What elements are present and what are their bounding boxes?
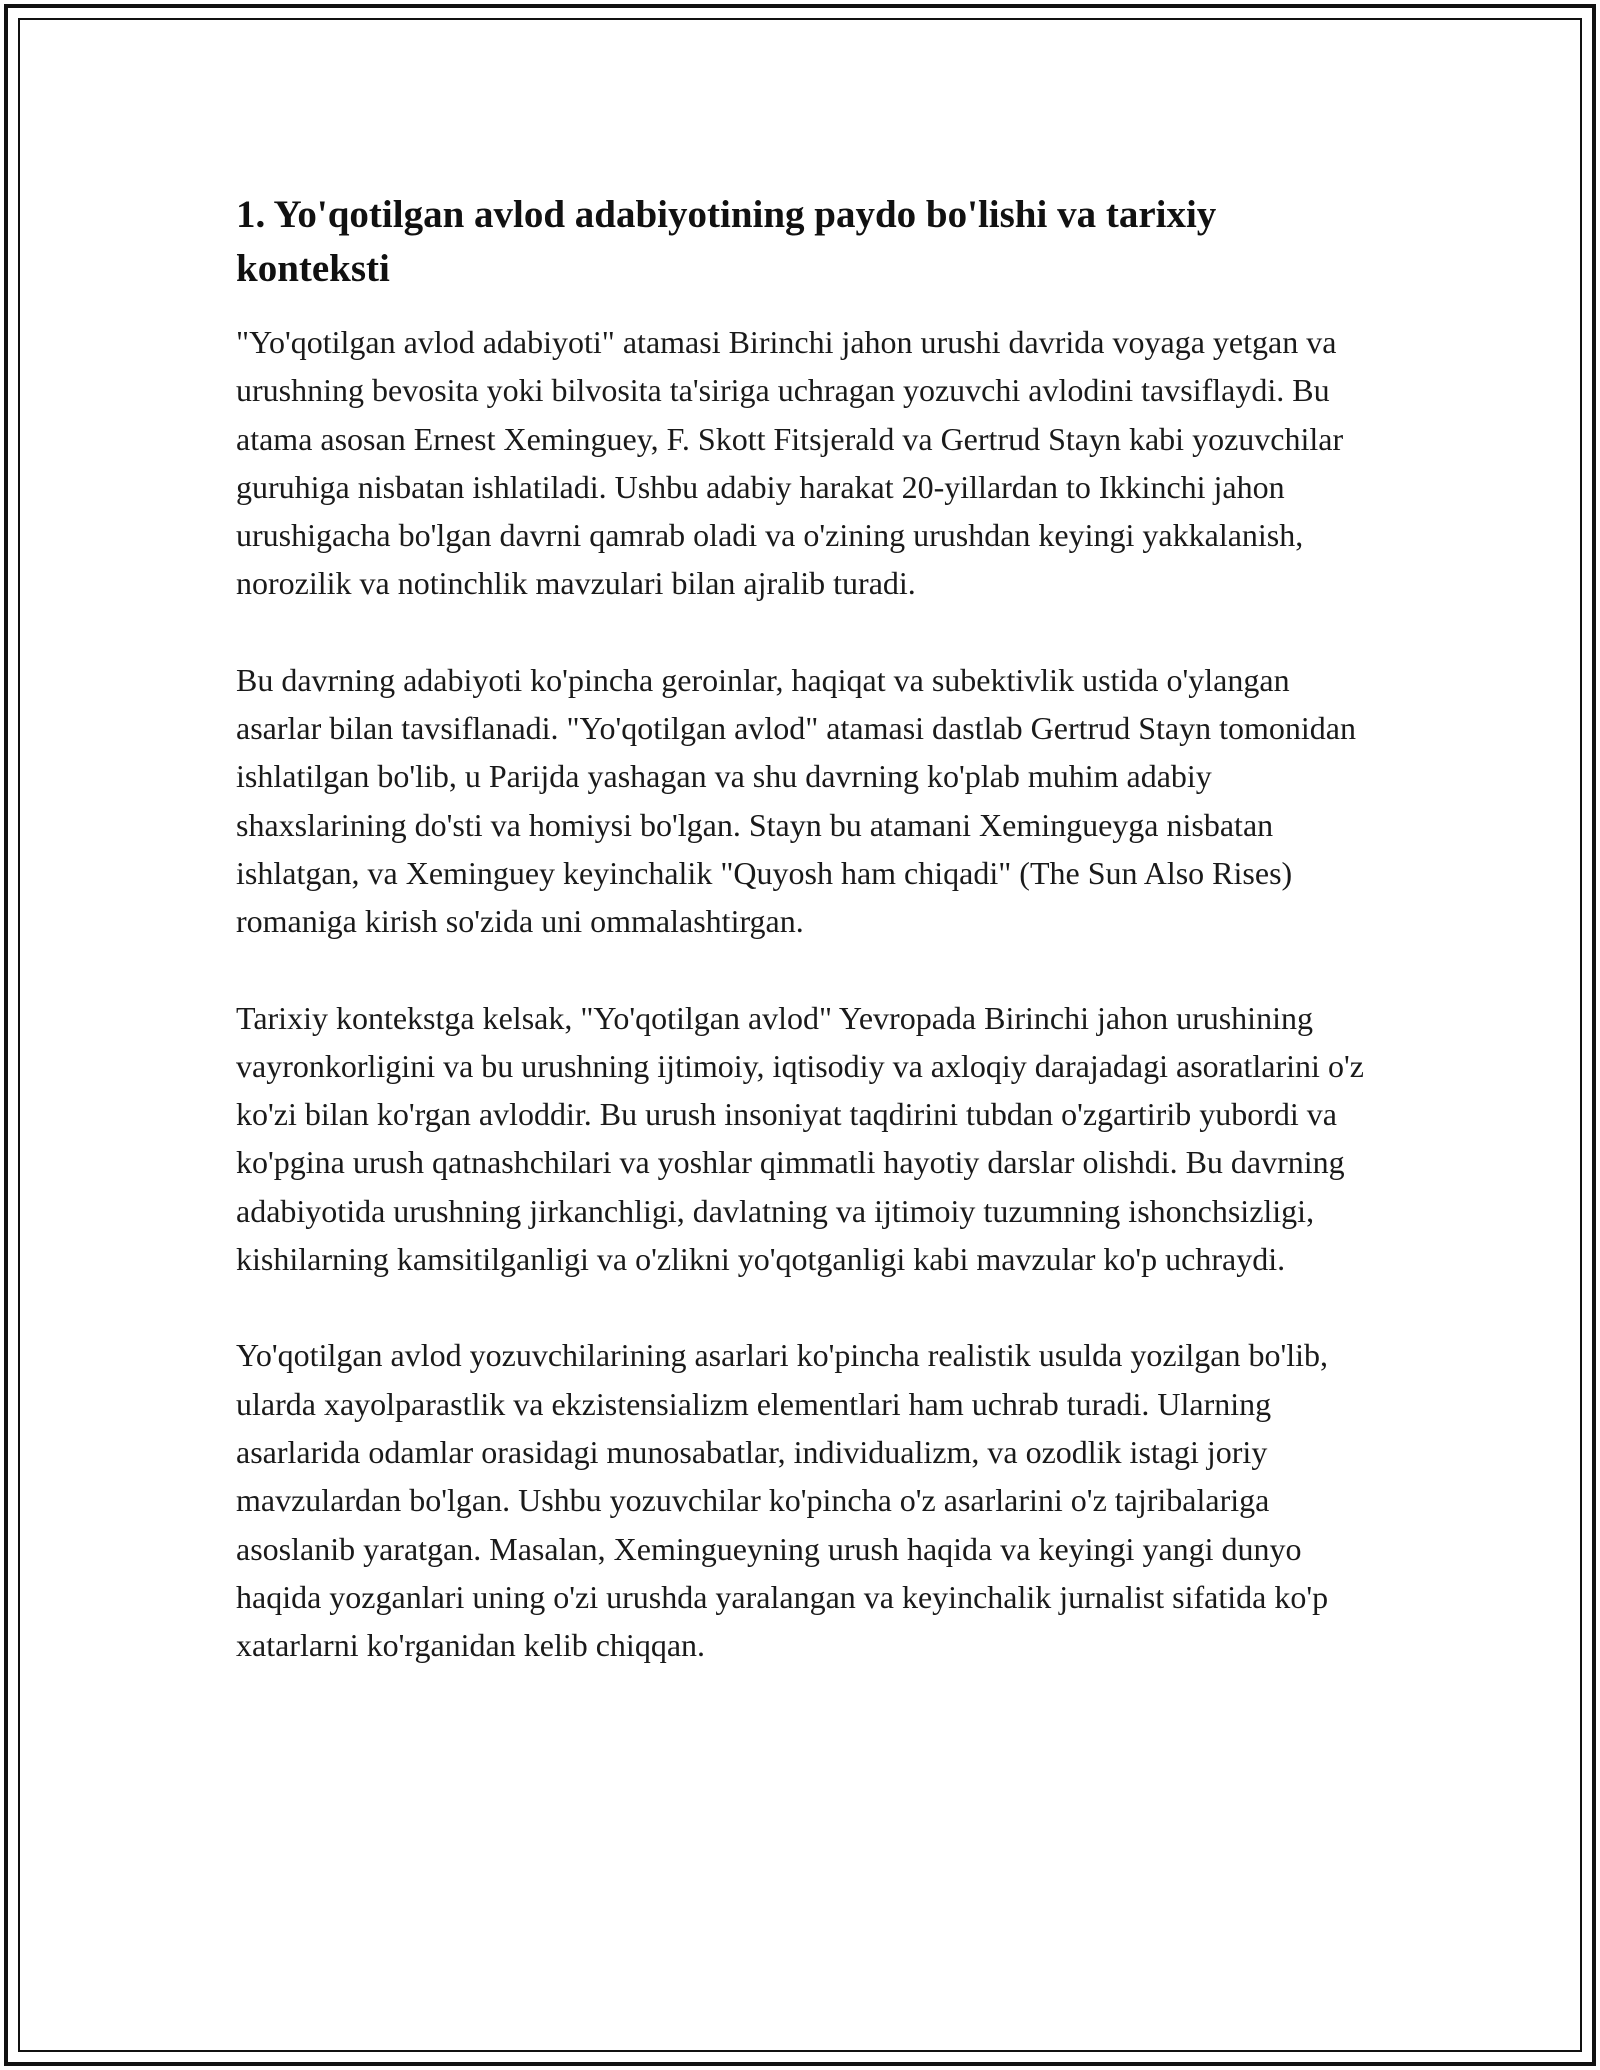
document-body (236, 188, 1366, 1669)
paragraph-3: Tarixiy kontekstga kelsak, "Yo'qotilgan avlod" Yevropada Birinchi jahon urushining vayronkorligini va bu urushning ijtimoiy, iqtisodiy va axloqiy darajadagi asoratlarini o'z ko'zi bilan ko'rgan avloddir. Bu urush insoniyat taqdirini tubdan o'zgartirib yubordi va ko'pgina urush qatnashchilari va yoshlar qimmatli hayotiy darslar olishdi. Bu davrning adabiyotida urushning jirkanchligi, davlatning va ijtimoiy tuzumning ishonchsizligi, kishilarning kamsitilganligi va o'zlikni yo'qotganligi kabi mavzular ko'p uchraydi. (236, 999, 1364, 1278)
paragraph-2: Bu davrning adabiyoti ko'pincha geroinlar, haqiqat va subektivlik ustida o'ylangan asarlar bilan tavsiflanadi. "Yo'qotilgan avlod" atamasi dastlab Gertrud Stayn tomonidan ishlatilgan bo'lib, u Parijda yashagan va shu davrning ko'plab muhim adabiy shaxslarining do'sti va homiysi bo'lgan. Stayn bu atamani Xeminguеyga nisbatan ishlatgan, va Xeminguey keyinchalik "Quyosh ham chiqadi" (The Sun Also Rises) romaniga kirish so'zida uni ommalashtirgan. (236, 661, 1356, 940)
paragraph-1: "Yo'qotilgan avlod adabiyoti" atamasi Birinchi jahon urushi davrida voyaga yetgan va urushning bevosita yoki bilvosita ta'siriga uchragan yozuvchi avlodini tavsiflaydi. Bu atama asosan Ernest Xeminguey, F. Skott Fitsjerald va Gertrud Stayn kabi yozuvchilar guruhiga nisbatan ishlatiladi. Ushbu adabiy harakat 20-yillardan to Ikkinchi jahon urushigacha bo'lgan davrni qamrab oladi va o'zining urushdan keyingi yakkalanish, norozilik va notinchlik mavzulari bilan ajralib turadi. (236, 324, 1344, 602)
section-heading: 1. Yo'qotilgan avlod adabiyotining paydo bo'lishi va tarixiy konteksti (236, 193, 1217, 290)
paragraph-4: Yo'qotilgan avlod yozuvchilarining asarlari ko'pincha realistik usulda yozilgan bo'lib, ularda xayolparastlik va ekzistensializm elementlari ham uchrab turadi. Ularning asarlarida odamlar orasidagi munosabatlar, individualizm, va ozodlik istagi joriy mavzulardan bo'lgan. Ushbu yozuvchilar ko'pincha o'z asarlarini o'z tajribalariga asoslanib yaratgan. Masalan, Xemingueyning urush haqida va keyingi yangi dunyo haqida yozganlari uning o'zi urushda yaralangan va keyinchalik jurnalist sifatida ko'p xatarlarni ko'rganidan kelib chiqqan. (236, 1337, 1329, 1664)
